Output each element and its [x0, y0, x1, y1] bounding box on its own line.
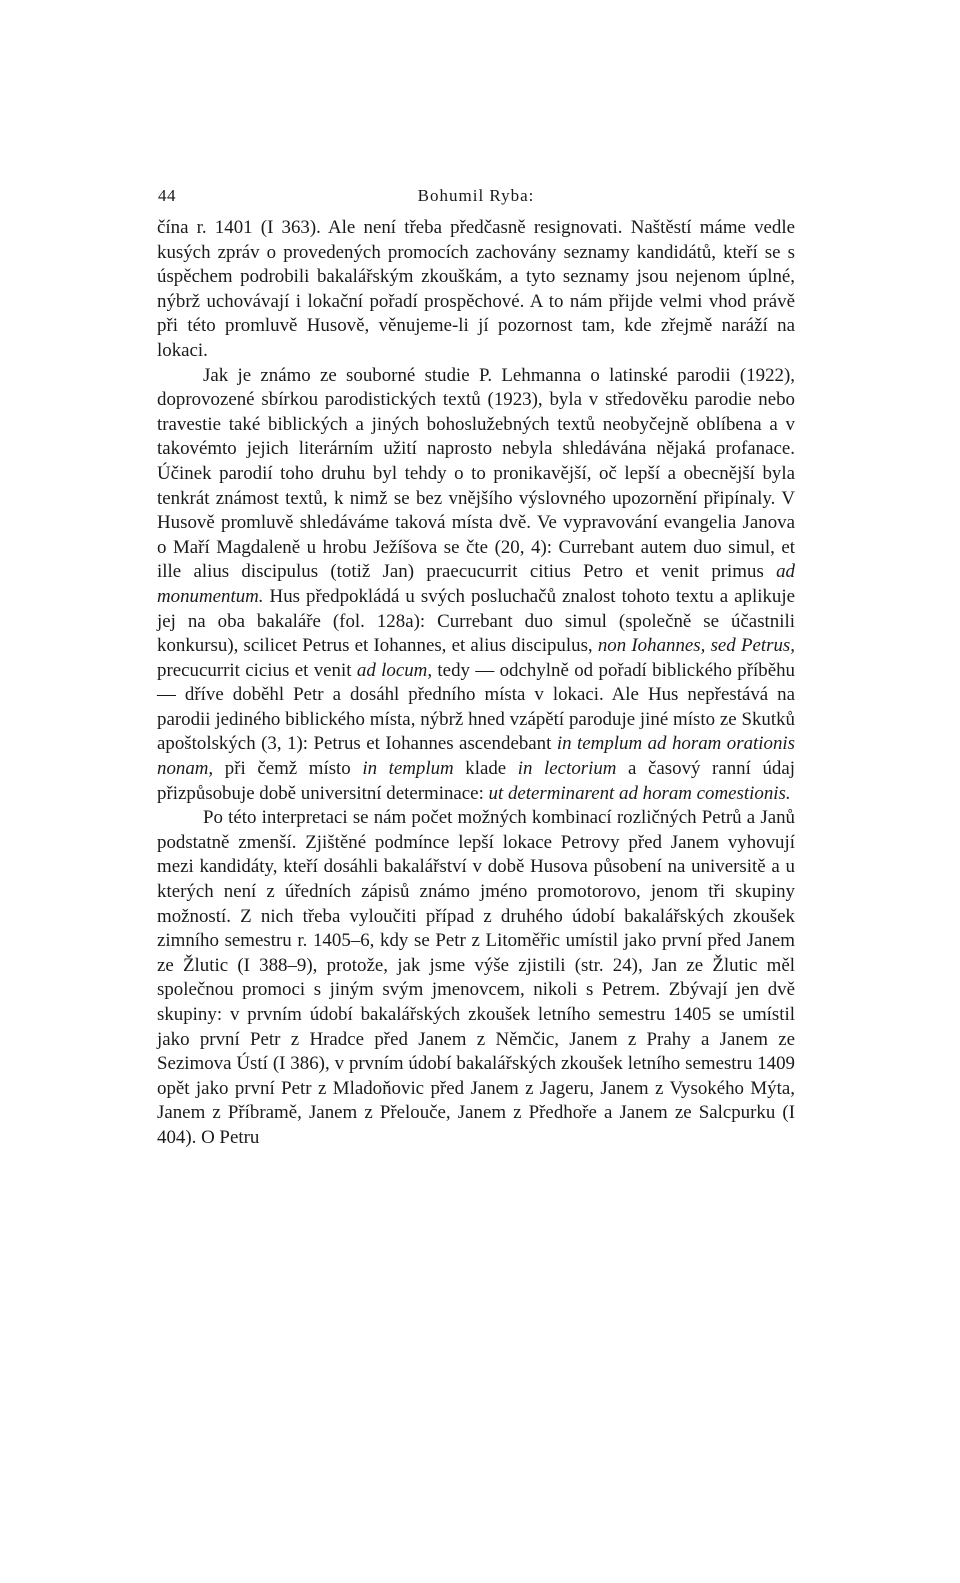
text-run: Po této interpretaci se nám počet možných kombinací rozličných Petrů a Janů podstatně zmenší. Zjištěné podmínce lepší lokace Petrovy před Janem vyhovují mezi kandidáty, kteří dosáhli bakalářství v době Husova působení na universitě a u kterých není z úředních zápisů známo jméno promotorovo, jenom tři skupiny možností. Z nich třeba vyloučiti případ z druhého údobí bakalářských zkoušek zimního semestru r. 1405–6, kdy se Petr z Litoměřic umístil jako první před Janem ze Žlutic (I 388–9), protože, jak jsme výše zjistili (str. 24), Jan ze Žlutic měl společnou promoci s jiným svým jmenovcem, nikoli s Petrem. Zbývají jen dvě skupiny: v prvním údobí bakalářských zkoušek letního semestru 1405 se umístil jako první Petr z Hradce před Janem z Němčic, Janem z Prahy a Janem ze Sezimova Ústí (I 386), v prvním údobí bakalářských zkoušek letního semestru 1409 opět jako první Petr z Mladoňovic před Janem z Jageru, Janem z Vysokého Mýta, Janem z Příbramě, Janem z Přelouče, Janem z Předhoře a Janem ze Salcpurku (I 404). O Petru: [157, 807, 795, 1148]
body-text: [157, 216, 795, 1151]
italic-quote: non Iohannes, sed Petrus,: [597, 635, 795, 657]
paragraph-3: [157, 806, 795, 1150]
text-run: Hus předpokládá u svých posluchačů znalost tohoto textu a aplikuje jej na oba bakaláře (fol. 128a): Currebant duo simul (společně se účastnili konkursu), scilicet Petrus et Iohannes, et alius discipulus,: [157, 585, 795, 657]
italic-quote: in lectorium: [517, 758, 617, 780]
book-page: [157, 186, 795, 1151]
text-run: tedy — odchylně od pořadí biblického příběhu — dříve doběhl Petr a dosáhl předního místa v lokaci. Ale Hus nepřestává na parodii jediného biblického místa, nýbrž hned vzápětí paroduje jiné místo ze Skutků apoštolských (3, 1): Petrus et Iohannes ascendebant: [157, 659, 795, 755]
text-run: Jak je známo ze souborné studie P. Lehmanna o latinské parodii (1922), doprovozené sbírkou parodistických textů (1923), byla v středověku parodie nebo travestie také biblických a jiných bohoslužebných textů neobyčejně oblíbena a v takovémto jejich literárním užití naprosto nebyla shledávána nějaká profanace. Účinek parodií toho druhu byl tehdy o to pronikavější, oč lepší a obecnější byla tenkrát známost textů, k nimž se bez vnějšího výslovného upozornění připínaly. V Husově promluvě shledáváme taková místa dvě. Ve vypravování evangelia Janova o Maří Magdaleně u hrobu Ježíšova se čte (20, 4): Currebant autem duo simul, et ille alius discipulus (totiž Jan) praecucurrit citius Petro et venit primus: [157, 364, 795, 583]
italic-quote: ad monumentum.: [157, 561, 795, 607]
italic-quote: ut determinarent ad horam comestionis.: [488, 782, 791, 804]
text-run: při čemž místo: [213, 758, 363, 780]
running-head: Bohumil Ryba:: [417, 186, 535, 205]
page-number: 44: [158, 186, 176, 205]
italic-quote: ad locum,: [356, 659, 433, 681]
text-run: precucurrit cicius et venit: [157, 659, 357, 681]
paragraph-2: [157, 364, 795, 807]
italic-quote: in templum ad horam orationis nonam,: [157, 733, 796, 780]
text-run: čína r. 1401 (I 363). Ale není třeba předčasně resignovati. Naštěstí máme vedle kusých zpráv o provedených promocích zachovány seznamy kandidátů, kteří se s úspěchem podrobili bakalářským zkouškám, a tyto seznamy jsou nejenom úplné, nýbrž uchovávají i lokační pořadí prospěchové. A to nám přijde velmi vhod právě při této promluvě Husově, věnujeme-li jí pozornost tam, kde zřejmě naráží na lokaci.: [157, 217, 795, 361]
text-run: a časový ranní údaj přizpůsobuje době universitní determinace:: [157, 758, 795, 804]
page-header: [157, 186, 795, 208]
italic-quote: in templum: [362, 758, 454, 780]
paragraph-1: [157, 216, 795, 364]
text-run: klade: [453, 758, 518, 780]
